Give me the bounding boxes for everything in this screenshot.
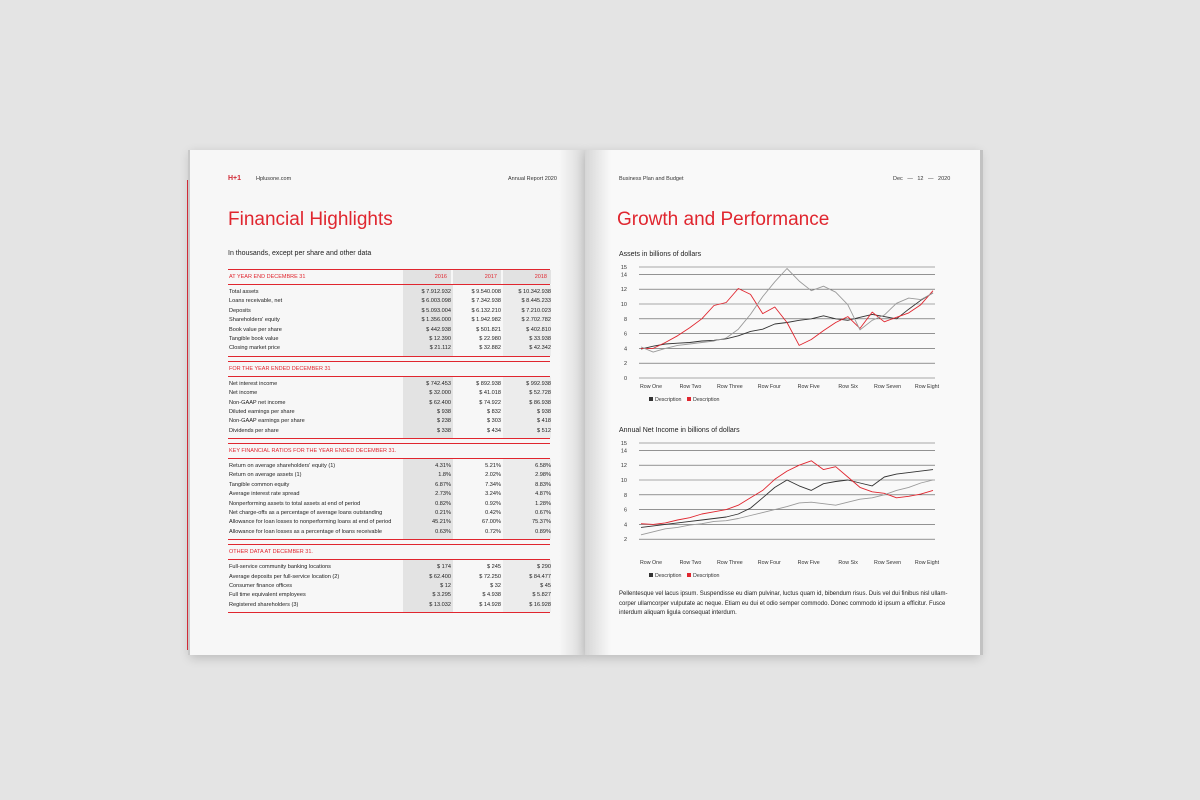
row-value: $ 14.928 bbox=[479, 601, 501, 608]
row-value: 0.42% bbox=[485, 510, 501, 517]
year-header: 2016 bbox=[403, 270, 451, 284]
row-label: Nonperforming assets to total assets at end of period bbox=[229, 500, 361, 507]
table-row bbox=[228, 481, 550, 490]
row-value: $ 245 bbox=[487, 564, 501, 571]
row-label: Total assets bbox=[229, 289, 259, 295]
page-edge bbox=[188, 150, 190, 655]
chart-title-net-income: Annual Net Income in billions of dollars bbox=[619, 427, 740, 434]
row-value: $ 938 bbox=[537, 408, 551, 415]
table-row bbox=[228, 389, 550, 398]
date-sep: — bbox=[928, 176, 934, 182]
table-row bbox=[228, 528, 550, 537]
row-value: $ 62.400 bbox=[429, 399, 451, 406]
header-date bbox=[893, 176, 953, 182]
x-tick-label: Row Seven bbox=[874, 560, 902, 566]
table-row bbox=[228, 307, 550, 316]
row-value: $ 7.210.023 bbox=[521, 307, 551, 314]
row-value: $ 512 bbox=[537, 427, 551, 434]
legend-label: Description bbox=[693, 397, 720, 403]
date-month: Dec bbox=[893, 176, 903, 182]
table-row bbox=[228, 288, 550, 297]
row-value: $ 13.032 bbox=[429, 601, 451, 608]
row-value: $ 174 bbox=[437, 564, 451, 571]
table-row bbox=[228, 471, 550, 480]
section-heading bbox=[228, 361, 550, 377]
table-row bbox=[228, 399, 550, 408]
row-value: 45.21% bbox=[432, 519, 451, 526]
y-tick-label: 15 bbox=[620, 441, 627, 447]
row-value: $ 42.342 bbox=[529, 345, 551, 352]
section-rows bbox=[228, 560, 550, 613]
row-value: $ 742.453 bbox=[426, 380, 451, 387]
row-value: $ 6.003.098 bbox=[421, 298, 451, 305]
series-line bbox=[641, 269, 933, 353]
row-label: Tangible book value bbox=[229, 335, 279, 342]
row-label: Full time equivalent employees bbox=[229, 592, 306, 599]
section-heading bbox=[228, 544, 550, 560]
row-value: 2.73% bbox=[435, 491, 451, 498]
row-value: $ 86.938 bbox=[529, 399, 551, 406]
row-label: Net income bbox=[229, 390, 258, 397]
row-value: 4.87% bbox=[535, 491, 551, 498]
x-tick-label: Row Five bbox=[797, 384, 820, 390]
legend-label: Description bbox=[655, 397, 682, 403]
table-row bbox=[228, 427, 550, 436]
net-income-line-chart bbox=[617, 439, 947, 581]
y-tick-label: 4 bbox=[623, 522, 627, 529]
table-row bbox=[228, 573, 550, 582]
row-value: $ 9.540.008 bbox=[471, 289, 501, 295]
row-label: Book value per share bbox=[229, 326, 282, 333]
row-value: $ 84.477 bbox=[529, 573, 551, 580]
x-tick-label: Row One bbox=[639, 384, 663, 390]
row-value: $ 22.980 bbox=[479, 335, 501, 342]
table-row bbox=[228, 518, 550, 527]
series-line bbox=[641, 293, 933, 349]
table-row bbox=[228, 326, 550, 335]
row-value: 1.8% bbox=[438, 472, 451, 479]
section-rows bbox=[228, 285, 550, 357]
table-row bbox=[228, 582, 550, 591]
y-tick-label: 10 bbox=[620, 302, 627, 308]
row-value: 6.87% bbox=[435, 481, 451, 488]
legend-swatch bbox=[649, 397, 653, 401]
table-row bbox=[228, 344, 550, 353]
legend-swatch bbox=[687, 573, 691, 577]
row-value: 67.00% bbox=[482, 519, 501, 526]
y-tick-label: 2 bbox=[623, 361, 627, 368]
row-value: $ 8.445.233 bbox=[521, 298, 551, 305]
row-value: $ 1.942.982 bbox=[471, 317, 501, 324]
red-page-edge bbox=[187, 180, 188, 650]
row-value: 0.92% bbox=[485, 500, 501, 507]
page-title: Growth and Performance bbox=[617, 209, 830, 230]
row-value: 0.21% bbox=[435, 510, 451, 517]
x-tick-label: Row Six bbox=[838, 560, 858, 566]
x-tick-label: Row Eight bbox=[914, 384, 940, 390]
website-label: Hplusone.com bbox=[256, 176, 292, 182]
row-value: $ 892.938 bbox=[476, 380, 501, 387]
y-tick-label: 12 bbox=[620, 463, 627, 470]
row-label: Loans receivable, net bbox=[229, 298, 283, 305]
x-tick-label: Row Eight bbox=[914, 560, 940, 566]
row-value: 3.24% bbox=[485, 491, 501, 498]
row-value: $ 10.342.938 bbox=[518, 289, 551, 295]
gutter-shadow bbox=[559, 150, 585, 655]
row-value: $ 832 bbox=[487, 408, 501, 415]
row-value: 6.58% bbox=[535, 463, 551, 470]
row-value: 0.72% bbox=[485, 528, 501, 535]
row-value: $ 12.390 bbox=[429, 335, 451, 342]
x-tick-label: Row Three bbox=[716, 560, 743, 566]
row-value: $ 32.882 bbox=[479, 345, 501, 352]
page-edge bbox=[980, 150, 983, 655]
table-row bbox=[228, 490, 550, 499]
x-tick-label: Row Two bbox=[679, 560, 702, 566]
section-heading bbox=[228, 269, 550, 285]
row-label: Consumer finance offices bbox=[229, 582, 293, 589]
row-label: Allowance for loan losses to nonperforming loans at end of period bbox=[229, 519, 392, 526]
row-label: Closing market price bbox=[229, 345, 280, 352]
row-value: $ 338 bbox=[437, 427, 451, 434]
row-value: $ 6.132.210 bbox=[471, 307, 501, 314]
x-tick-label: Row Two bbox=[679, 384, 702, 390]
row-value: 0.89% bbox=[535, 528, 551, 535]
y-tick-label: 2 bbox=[623, 537, 627, 544]
row-label: Deposits bbox=[229, 307, 251, 314]
row-value: $ 33.938 bbox=[529, 335, 551, 342]
legend-swatch bbox=[649, 573, 653, 577]
date-year: 2020 bbox=[938, 176, 951, 182]
row-value: 5.21% bbox=[485, 463, 501, 470]
y-tick-label: 0 bbox=[623, 376, 627, 382]
row-label: Diluted earnings per share bbox=[229, 408, 295, 415]
row-value: $ 12 bbox=[440, 582, 451, 589]
row-value: 0.82% bbox=[435, 500, 451, 507]
x-tick-label: Row Four bbox=[757, 384, 781, 390]
row-value: $ 5.827 bbox=[532, 592, 551, 599]
y-tick-label: 12 bbox=[620, 287, 627, 294]
brand-logo: H+1 bbox=[228, 175, 242, 182]
row-label: Net interest income bbox=[229, 380, 278, 387]
row-value: $ 992.938 bbox=[526, 380, 551, 387]
x-tick-label: Row Seven bbox=[874, 384, 902, 390]
row-value: $ 5.093.004 bbox=[421, 307, 451, 314]
row-value: $ 41.018 bbox=[479, 390, 501, 397]
x-tick-label: Row Five bbox=[797, 560, 820, 566]
series-line bbox=[641, 289, 933, 349]
y-tick-label: 14 bbox=[620, 272, 627, 279]
x-tick-label: Row Four bbox=[757, 560, 781, 566]
y-tick-label: 8 bbox=[623, 316, 627, 323]
table-row bbox=[228, 591, 550, 600]
row-value: 0.63% bbox=[435, 528, 451, 535]
table-row bbox=[228, 380, 550, 389]
y-tick-label: 14 bbox=[620, 448, 627, 455]
row-value: 0.67% bbox=[535, 510, 551, 517]
chart-title-assets: Assets in billions of dollars bbox=[619, 251, 702, 258]
row-value: $ 72.250 bbox=[479, 573, 501, 580]
y-tick-label: 6 bbox=[623, 507, 627, 514]
report-label: Annual Report 2020 bbox=[508, 176, 557, 182]
date-day: 12 bbox=[917, 176, 924, 182]
table-row bbox=[228, 462, 550, 471]
row-label: Dividends per share bbox=[229, 427, 279, 434]
legend-label: Description bbox=[655, 573, 682, 579]
row-value: $ 434 bbox=[487, 427, 501, 434]
legend-label: Description bbox=[693, 573, 720, 579]
year-header: 2017 bbox=[453, 270, 501, 284]
row-label: Net charge-offs as a percentage of average loans outstanding bbox=[229, 510, 383, 517]
row-value: 2.98% bbox=[535, 472, 551, 479]
row-value: $ 62.400 bbox=[429, 573, 451, 580]
row-value: $ 238 bbox=[437, 418, 451, 425]
row-label: Non-GAAP net income bbox=[229, 399, 286, 406]
year-header: 2018 bbox=[503, 270, 551, 284]
row-value: $ 402.810 bbox=[526, 326, 551, 333]
y-tick-label: 6 bbox=[623, 331, 627, 338]
x-tick-label: Row Six bbox=[838, 384, 858, 390]
table-row bbox=[228, 500, 550, 509]
row-value: $ 938 bbox=[437, 408, 451, 415]
table-row bbox=[228, 297, 550, 306]
series-line bbox=[641, 480, 933, 535]
row-label: Average deposits per full-service location (2) bbox=[229, 573, 340, 580]
section-rows bbox=[228, 459, 550, 540]
row-value: 2.02% bbox=[485, 472, 501, 479]
row-value: $ 442.938 bbox=[426, 326, 451, 333]
row-value: $ 7.912.932 bbox=[421, 289, 451, 295]
row-value: $ 32 bbox=[490, 582, 501, 589]
row-value: $ 501.821 bbox=[476, 326, 501, 333]
row-value: $ 2.702.782 bbox=[521, 317, 551, 324]
row-value: $ 4.938 bbox=[482, 592, 501, 599]
section-heading bbox=[228, 443, 550, 459]
section-rows bbox=[228, 377, 550, 439]
row-value: $ 418 bbox=[537, 418, 551, 425]
row-value: $ 1.356.000 bbox=[421, 317, 451, 324]
y-tick-label: 10 bbox=[620, 478, 627, 484]
table-row bbox=[228, 335, 550, 344]
row-label: Return on average shareholders' equity (1) bbox=[229, 463, 336, 470]
right-page bbox=[585, 150, 980, 655]
brochure-spread bbox=[190, 150, 980, 655]
table-row bbox=[228, 417, 550, 426]
table-row bbox=[228, 509, 550, 518]
legend-swatch bbox=[687, 397, 691, 401]
assets-line-chart bbox=[617, 263, 947, 405]
x-tick-label: Row One bbox=[639, 560, 663, 566]
row-value: 7.34% bbox=[485, 481, 501, 488]
row-value: $ 7.342.938 bbox=[471, 298, 501, 305]
body-paragraph: Pellentesque vel lacus ipsum. Suspendisse eu diam pulvinar, luctus quam id, bibendum risus. Duis vel dui finibus nisl ullam-corper ullamcorper vulputate ac neque. Etiam eu dui et odio semper commodo. Donec commodo id ipsum a efficitur. Fusce interdum aliquam ligula consequat interdum. bbox=[619, 591, 948, 616]
table-row bbox=[228, 563, 550, 572]
row-value: $ 32.000 bbox=[429, 390, 451, 397]
row-value: $ 74.922 bbox=[479, 399, 501, 406]
left-page bbox=[190, 150, 585, 655]
table-row bbox=[228, 316, 550, 325]
section-heading-label: KEY FINANCIAL RATIOS FOR THE YEAR ENDED DECEMBER 31. bbox=[229, 448, 397, 455]
row-label: Registered shareholders (3) bbox=[229, 601, 299, 608]
table-row bbox=[228, 601, 550, 610]
section-heading-label: AT YEAR END DECEMBRE 31 bbox=[229, 274, 306, 280]
section-heading-label: OTHER DATA AT DECEMBER 31. bbox=[229, 549, 313, 556]
date-sep: — bbox=[907, 176, 913, 182]
y-tick-label: 8 bbox=[623, 492, 627, 499]
y-tick-label: 15 bbox=[620, 265, 627, 271]
row-label: Shareholders' equity bbox=[229, 317, 280, 324]
header-label: Business Plan and Budget bbox=[619, 176, 684, 182]
table-row bbox=[228, 408, 550, 417]
row-value: $ 3.295 bbox=[432, 592, 451, 599]
row-label: Tangible common equity bbox=[229, 481, 290, 488]
row-value: $ 16.928 bbox=[529, 601, 551, 608]
row-value: $ 45 bbox=[540, 582, 551, 589]
page-title: Financial Highlights bbox=[228, 209, 393, 230]
row-label: Return on average assets (1) bbox=[229, 472, 302, 479]
row-value: $ 303 bbox=[487, 418, 501, 425]
page-subtitle: In thousands, except per share and other data bbox=[228, 250, 372, 257]
row-value: 75.37% bbox=[532, 519, 551, 526]
financial-table bbox=[228, 269, 550, 613]
y-tick-label: 4 bbox=[623, 346, 627, 353]
x-tick-label: Row Three bbox=[716, 384, 743, 390]
row-value: $ 52.728 bbox=[529, 390, 551, 397]
row-value: $ 21.112 bbox=[429, 345, 451, 352]
row-value: 8.83% bbox=[535, 481, 551, 488]
row-value: 4.31% bbox=[435, 463, 451, 470]
row-label: Non-GAAP earnings per share bbox=[229, 418, 305, 425]
row-value: 1.28% bbox=[535, 500, 551, 507]
section-heading-label: FOR THE YEAR ENDED DECEMBER 31 bbox=[229, 365, 331, 372]
row-label: Average interest rate spread bbox=[229, 491, 300, 498]
row-label: Full-service community banking locations bbox=[229, 564, 331, 571]
gutter-shadow bbox=[585, 150, 611, 655]
row-value: $ 290 bbox=[537, 564, 551, 571]
row-label: Allowance for loan losses as a percentage of loans receivable bbox=[229, 528, 382, 535]
